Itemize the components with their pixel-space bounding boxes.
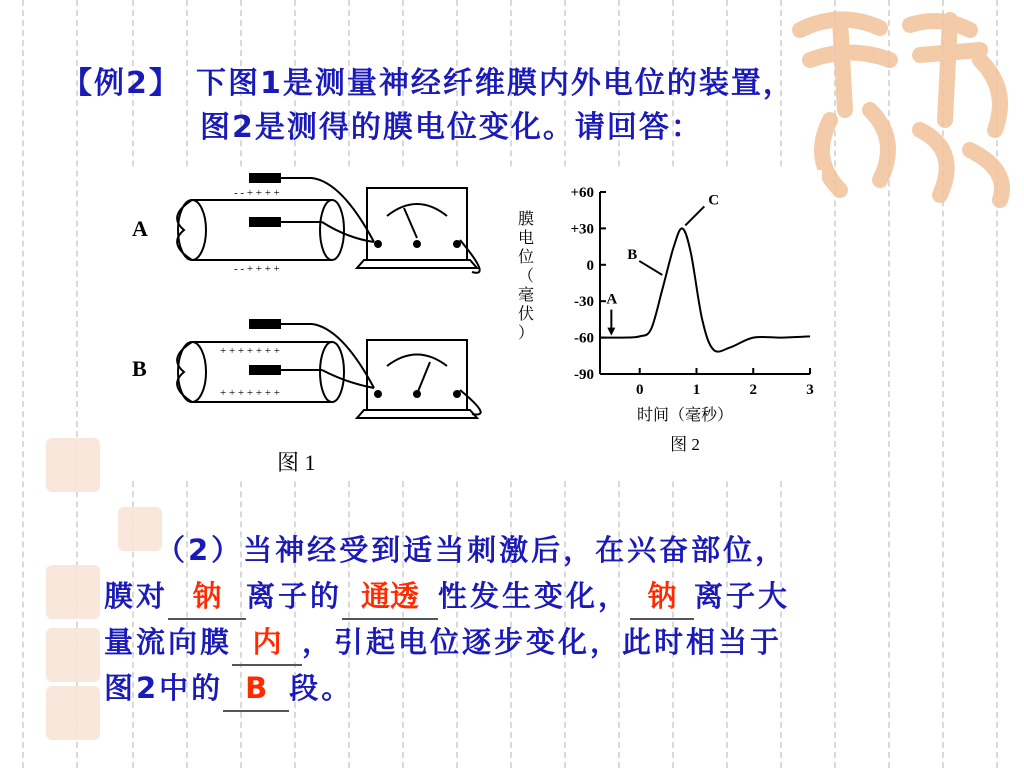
question-line-2	[104, 574, 790, 620]
y-tick-label: +30	[570, 221, 594, 238]
x-tick-label: 3	[806, 382, 814, 398]
fig1-label-b: B	[132, 356, 147, 381]
q-text-h: 段。	[289, 671, 354, 705]
x-tick-label: 0	[635, 382, 644, 398]
question-line-3	[104, 620, 782, 666]
answer-blank-3: 钠	[630, 574, 694, 620]
fig1-caption: 图 1	[277, 450, 316, 475]
y-tick-label: 0	[586, 257, 594, 274]
answer-blank-1: 钠	[168, 574, 246, 620]
q-text-c: 性发生变化，	[438, 579, 631, 613]
y-axis-label-char: 位	[517, 249, 535, 266]
figure-2-caption: 图 2	[670, 435, 700, 454]
question-line-4	[104, 666, 353, 712]
fig1-signs-b-top: + + + + + + +	[220, 345, 280, 357]
example-tag: 【例2】	[62, 66, 181, 101]
point-label-c: C	[708, 192, 720, 209]
y-axis-label-char: 伏	[517, 306, 535, 323]
y-axis-label-char: 电	[517, 230, 535, 247]
decorative-stamp	[46, 565, 100, 619]
fig1-label-a: A	[132, 216, 148, 241]
fig1-signs-a-top: - - + + + +	[234, 187, 280, 199]
question-line-1: （2）当神经受到适当刺激后，在兴奋部位，	[156, 533, 788, 567]
answer-blank-4: 内	[232, 620, 302, 666]
fig1-signs-a-bottom: - - + + + +	[234, 263, 280, 275]
answer-blank-2: 通透	[342, 574, 438, 620]
q-text-b: 离子的	[246, 579, 343, 613]
y-axis-label-char: ）	[517, 325, 535, 342]
y-tick-label: -90	[574, 367, 594, 383]
decorative-stamp	[46, 686, 100, 740]
y-tick-label: -60	[574, 330, 594, 347]
answer-blank-5: B	[223, 666, 289, 712]
x-tick-label: 2	[749, 382, 757, 398]
arrow-b	[639, 261, 662, 275]
q-text-e: 量流向膜	[104, 625, 233, 659]
arrow-a-head	[607, 328, 615, 336]
decorative-stamp	[46, 628, 100, 682]
y-tick-label: -30	[574, 294, 594, 311]
decorative-stamp	[46, 438, 100, 492]
figure-2-chart	[510, 174, 820, 464]
y-tick-label: +60	[570, 185, 594, 201]
title-line-2: 图2是测得的膜电位变化。请回答：	[200, 110, 703, 145]
q-text-a: 膜对	[104, 579, 169, 613]
fig1-signs-b-bottom: + + + + + + +	[220, 387, 280, 399]
y-axis-label-char: 毫	[517, 287, 535, 304]
q-text-f: ，引起电位逐步变化，此时相当于	[302, 625, 783, 659]
title-line-1: 下图1是测量神经纤维膜内外电位的装置，	[196, 66, 795, 101]
arrow-c	[685, 206, 704, 225]
point-label-b: B	[627, 246, 638, 263]
point-label-a: A	[606, 291, 618, 308]
x-axis-label: 时间（毫秒）	[636, 407, 734, 424]
y-axis-label-char: 膜	[517, 211, 535, 228]
q-text-d: 离子大	[694, 579, 791, 613]
x-tick-label: 1	[692, 382, 701, 398]
q-text-g: 图2中的	[104, 671, 224, 705]
y-axis-label-char: （	[517, 268, 535, 285]
figure-1-apparatus	[122, 168, 502, 478]
